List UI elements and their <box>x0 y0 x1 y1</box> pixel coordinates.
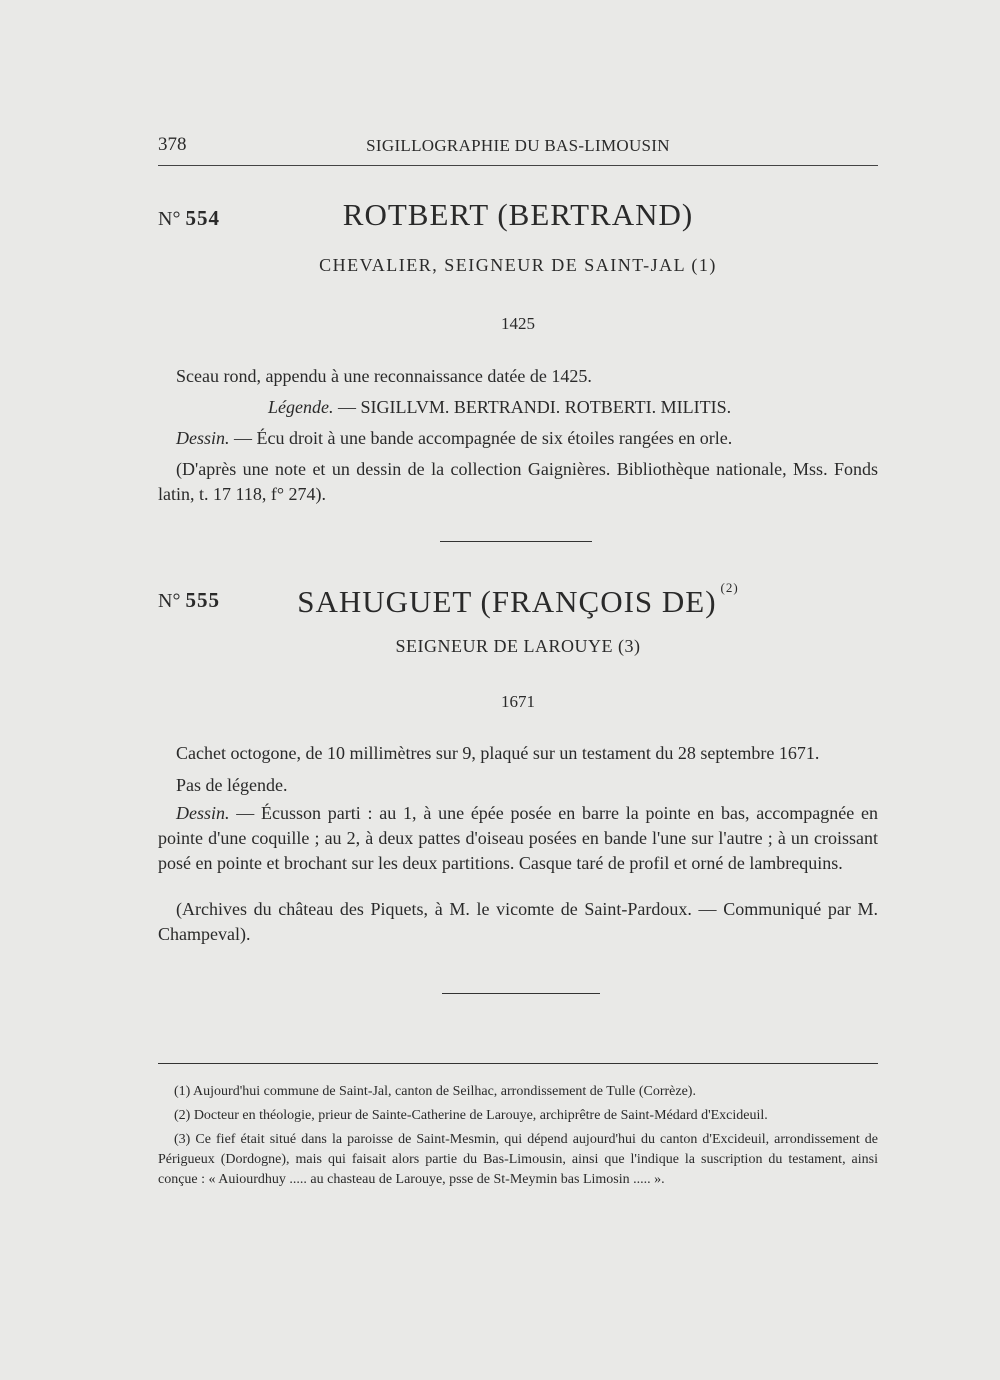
entry-subtitle: SEIGNEUR DE LAROUYE (3) <box>395 636 641 656</box>
footnote-ref: (2) <box>720 580 739 595</box>
footnote-1: (1) Aujourd'hui commune de Saint-Jal, canton de Seilhac, arrondissement de Tulle (Corrèze). <box>174 1084 696 1099</box>
seal-drawing: Dessin. — Écusson parti : au 1, à une épée posée en barre la pointe en bas, accompagnée en pointe d'une coquille ; au 2, à deux pattes d'oiseau posées en bande l'une sur l'autre ; à un croissant posé en pointe et brochant sur les deux partitions. Casque taré de profil et orné de lambrequins. <box>158 803 878 873</box>
header-rule <box>158 165 878 166</box>
entry-number: N° 554 <box>158 206 220 230</box>
seal-description: Cachet octogone, de 10 millimètres sur 9, plaqué sur un testament du 28 septembre 1671. <box>176 743 820 763</box>
entry-title: SAHUGUET (FRANÇOIS DE) $^{(2)}$ <box>297 580 739 619</box>
section-divider <box>440 541 592 542</box>
footnote-3: (3) Ce fief était situé dans la paroisse de Saint-Mesmin, qui dépend aujourd'hui du canton d'Excideuil, arrondissement de Périgueux (Dordogne), mais qui faisait alors partie du Bas-Limousin, ainsi que l'indique la suscription du testament, ainsi conçue : « Auiourdhuy ..... au chasteau de Larouye, psse de St-Meymin bas Limosin ..... ». <box>158 1132 878 1187</box>
seal-legend: Légende. — SIGILLVM. BERTRANDI. ROTBERTI. MILITIS. <box>268 397 732 417</box>
seal-description: Sceau rond, appendu à une reconnaissance datée de 1425. <box>176 366 592 386</box>
page-number: 378 <box>158 134 187 155</box>
footnote-2: (2) Docteur en théologie, prieur de Sainte-Catherine de Larouye, archiprêtre de Saint-Médard d'Excideuil. <box>174 1108 768 1123</box>
entry-subtitle: CHEVALIER, SEIGNEUR DE SAINT-JAL (1) <box>319 255 717 275</box>
running-title: SIGILLOGRAPHIE DU BAS-LIMOUSIN <box>366 136 670 155</box>
entry-title: ROTBERT (BERTRAND) <box>342 197 694 232</box>
entry-number: N° 555 <box>158 588 220 612</box>
seal-source: (D'après une note et un dessin de la collection Gaignières. Bibliothèque nationale, Mss. Fonds latin, t. 17 118, f° 274). <box>158 459 878 504</box>
seal-drawing: Dessin. — Écu droit à une bande accompagnée de six étoiles rangées en orle. <box>176 428 733 448</box>
seal-source: (Archives du château des Piquets, à M. le vicomte de Saint-Pardoux. — Communiqué par M. Champeval). <box>158 899 878 944</box>
page-header <box>158 134 878 158</box>
seal-legend: Pas de légende. <box>176 775 288 795</box>
entry-year: 1671 <box>501 692 535 711</box>
section-divider <box>442 993 600 994</box>
footnote-rule <box>158 1063 878 1064</box>
entry-year: 1425 <box>501 314 535 333</box>
